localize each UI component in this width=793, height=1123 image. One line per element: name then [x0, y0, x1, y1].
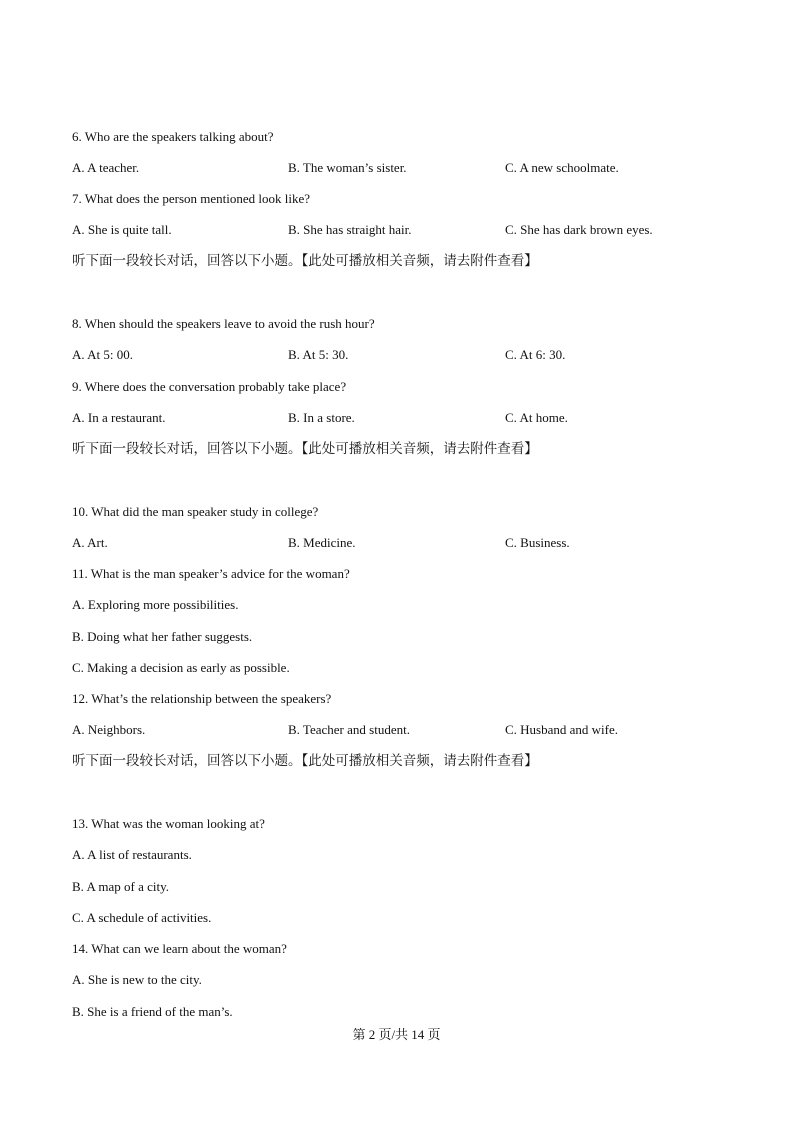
question-6-option-b: B. The woman’s sister. — [288, 160, 407, 175]
question-14-option-a: A. She is new to the city. — [72, 972, 202, 987]
listening-instruction-1: 听下面一段较长对话，回答以下小题。【此处可播放相关音频，请去附件查看】 — [72, 253, 538, 269]
question-7-option-c: C. She has dark brown eyes. — [505, 222, 653, 237]
question-9-stem: 9. Where does the conversation probably take place? — [72, 379, 347, 394]
question-7-option-b: B. She has straight hair. — [288, 222, 412, 237]
question-8-stem: 8. When should the speakers leave to avoid the rush hour? — [72, 316, 375, 331]
question-9-option-a: A. In a restaurant. — [72, 410, 166, 425]
question-13-option-b: B. A map of a city. — [72, 879, 170, 894]
question-14-option-b: B. She is a friend of the man’s. — [72, 1004, 233, 1019]
question-7-option-a: A. She is quite tall. — [72, 222, 172, 237]
page-footer: 第 2 页/共 14 页 — [352, 1027, 441, 1042]
question-12-option-b: B. Teacher and student. — [288, 722, 410, 737]
listening-instruction-2: 听下面一段较长对话，回答以下小题。【此处可播放相关音频，请去附件查看】 — [72, 441, 538, 457]
question-6-option-a: A. A teacher. — [72, 160, 140, 175]
question-14-stem: 14. What can we learn about the woman? — [72, 941, 287, 956]
question-8-option-b: B. At 5: 30. — [288, 347, 349, 362]
question-10-option-c: C. Business. — [505, 535, 570, 550]
question-6-option-c: C. A new schoolmate. — [505, 160, 619, 175]
listening-instruction-3: 听下面一段较长对话，回答以下小题。【此处可播放相关音频，请去附件查看】 — [72, 753, 538, 769]
question-13-stem: 13. What was the woman looking at? — [72, 816, 265, 831]
question-10-stem: 10. What did the man speaker study in college? — [72, 504, 319, 519]
question-13-option-c: C. A schedule of activities. — [72, 910, 212, 925]
question-12-option-c: C. Husband and wife. — [505, 722, 619, 737]
question-10-option-b: B. Medicine. — [288, 535, 356, 550]
question-8-option-a: A. At 5: 00. — [72, 347, 134, 362]
question-12-stem: 12. What’s the relationship between the speakers? — [72, 691, 332, 706]
question-11-stem: 11. What is the man speaker’s advice for the woman? — [72, 566, 350, 581]
question-11-option-c: C. Making a decision as early as possible. — [72, 660, 290, 675]
question-11-option-a: A. Exploring more possibilities. — [72, 597, 239, 612]
question-7-stem: 7. What does the person mentioned look like? — [72, 191, 311, 206]
question-10-option-a: A. Art. — [72, 535, 108, 550]
question-9-option-c: C. At home. — [505, 410, 568, 425]
question-9-option-b: B. In a store. — [288, 410, 355, 425]
question-13-option-a: A. A list of restaurants. — [72, 847, 192, 862]
question-11-option-b: B. Doing what her father suggests. — [72, 629, 253, 644]
question-6-stem: 6. Who are the speakers talking about? — [72, 129, 274, 144]
question-12-option-a: A. Neighbors. — [72, 722, 146, 737]
question-8-option-c: C. At 6: 30. — [505, 347, 566, 362]
